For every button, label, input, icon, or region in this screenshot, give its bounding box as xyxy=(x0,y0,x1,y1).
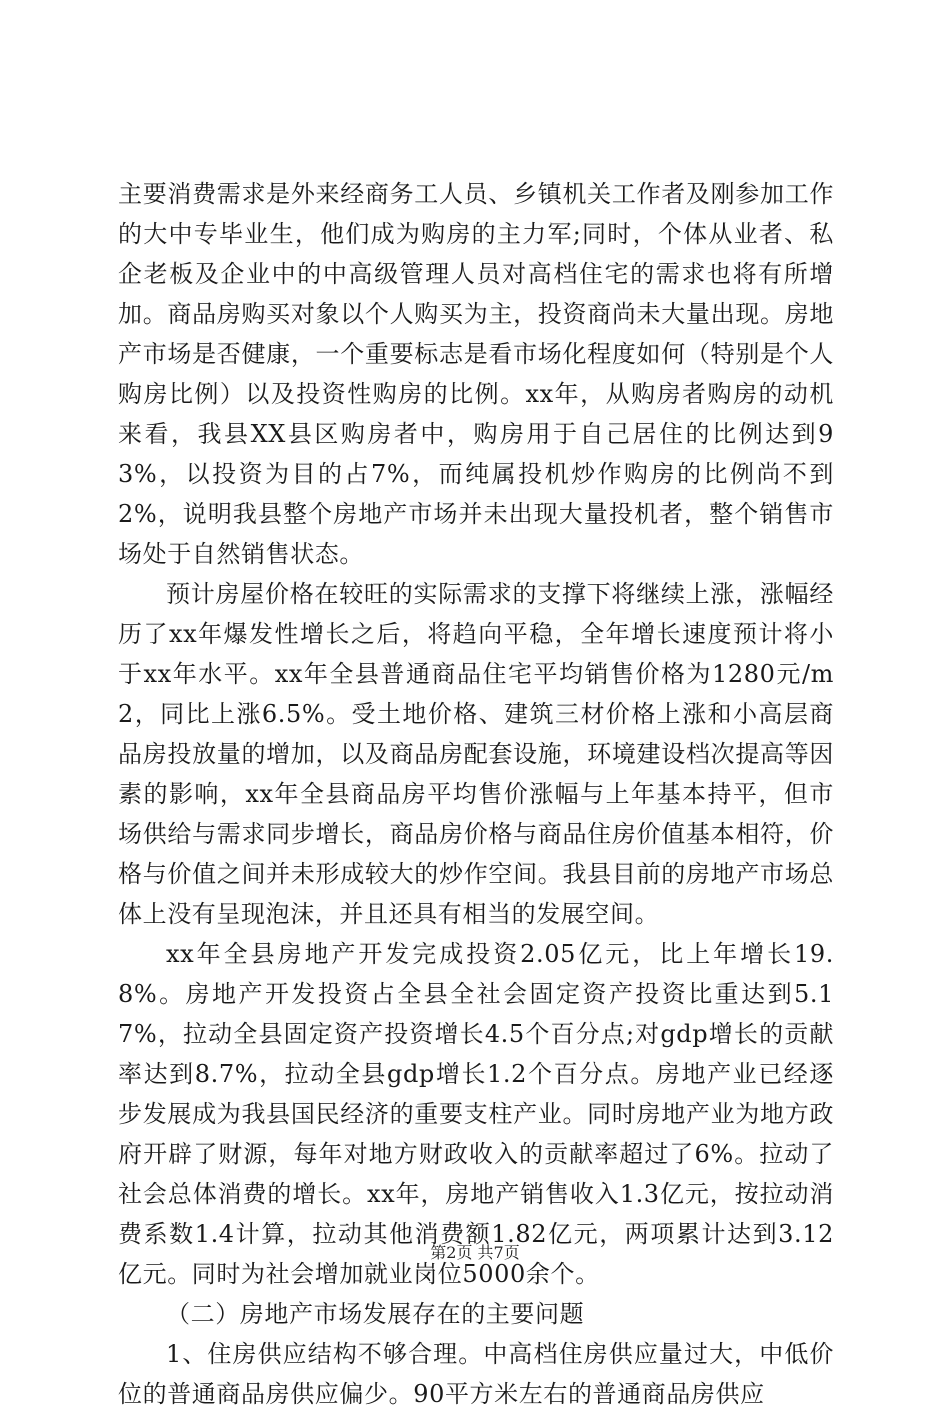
paragraph-buyer-demand: 主要消费需求是外来经商务工人员、乡镇机关工作者及刚参加工作的大中专毕业生，他们成为购房的主力军;同时，个体从业者、私企老板及企业中的中高级管理人员对高档住宅的需求也将有所增加。商品房购买对象以个人购买为主，投资商尚未大量出现。房地产市场是否健康，一个重要标志是看市场化程度如何（特别是个人购房比例）以及投资性购房的比例。xx年，从购房者购房的动机来看，我县XX县区购房者中，购房用于自己居住的比例达到93%，以投资为目的占7%，而纯属投机炒作购房的比例尚不到2%，说明我县整个房地产市场并未出现大量投机者，整个销售市场处于自然销售状态。 xyxy=(118,180,834,568)
paragraph-investment-stats: xx年全县房地产开发完成投资2.05亿元，比上年增长19.8%。房地产开发投资占全县全社会固定资产投资比重达到5.17%，拉动全县固定资产投资增长4.5个百分点;对gdp增长的贡献率达到8.7%，拉动全县gdp增长1.2个百分点。房地产业已经逐步发展成为我县国民经济的重要支柱产业。同时房地产业为地方政府开辟了财源，每年对地方财政收入的贡献率超过了6%。拉动了社会总体消费的增长。xx年，房地产销售收入1.3亿元，按拉动消费系数1.4计算，拉动其他消费额1.82亿元，两项累计达到3.12亿元。同时为社会增加就业岗位5000余个。 xyxy=(118,940,834,1288)
paragraph-price-forecast: 预计房屋价格在较旺的实际需求的支撑下将继续上涨，涨幅经历了xx年爆发性增长之后，将趋向平稳，全年增长速度预计将小于xx年水平。xx年全县普通商品住宅平均销售价格为1280元/m2，同比上涨6.5%。受土地价格、建筑三材价格上涨和小高层商品房投放量的增加，以及商品房配套设施，环境建设档次提高等因素的影响，xx年全县商品房平均售价涨幅与上年基本持平，但市场供给与需求同步增长，商品房价格与商品住房价值基本相符，价格与价值之间并未形成较大的炒作空间。我县目前的房地产市场总体上没有呈现泡沫，并且还具有相当的发展空间。 xyxy=(118,580,834,928)
page-number-footer: 第2页 共7页 xyxy=(430,1243,520,1262)
document-body xyxy=(118,174,834,1414)
section-heading-main-problems: （二）房地产市场发展存在的主要问题 xyxy=(166,1300,585,1328)
paragraph-supply-structure: 1、住房供应结构不够合理。中高档住房供应量过大，中低价位的普通商品房供应偏少。90平方米左右的普通商品房供应 xyxy=(118,1340,834,1408)
